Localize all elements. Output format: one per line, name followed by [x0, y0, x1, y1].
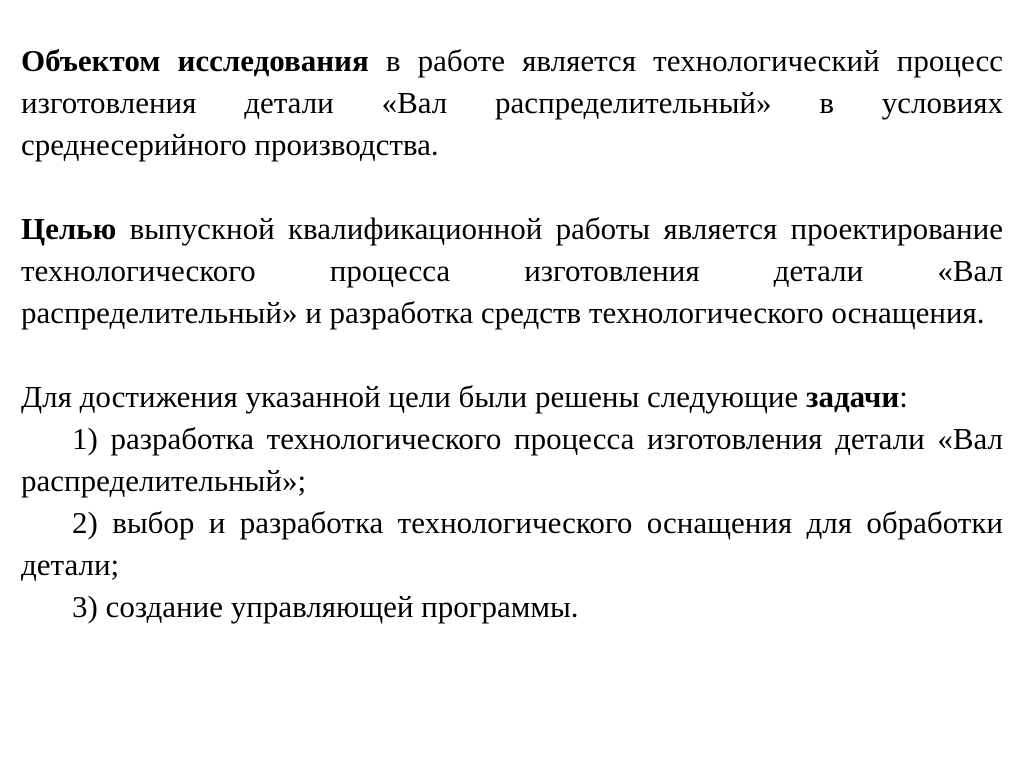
tasks-intro-trail: :	[899, 379, 908, 414]
goal-text: выпускной квалификационной работы является проектирование технологического процесса изготовления детали «Вал распределительный» и разработка средств технологического оснащения.	[21, 211, 1003, 330]
object-text: в работе является технологический процесс изготовления детали «Вал распределительный» в условиях среднесерийного производства.	[21, 43, 1003, 162]
object-paragraph	[21, 40, 1003, 166]
tasks-intro-lead: Для достижения указанной цели были решены следующие	[21, 379, 807, 414]
task-item-2: 2) выбор и разработка технологического оснащения для обработки детали;	[21, 505, 1003, 582]
paragraph-spacer	[21, 334, 1003, 376]
object-keyword: Объектом исследования	[21, 43, 369, 78]
goal-paragraph	[21, 208, 1003, 334]
tasks-keyword: задачи	[806, 379, 900, 414]
goal-keyword: Целью	[21, 211, 117, 246]
task-item-3: 3) создание управляющей программы.	[72, 589, 579, 624]
tasks-intro-paragraph	[21, 376, 1003, 418]
task-item-1: 1) разработка технологического процесса изготовления детали «Вал распределительный»;	[21, 421, 1003, 498]
slide-content	[21, 40, 1003, 628]
paragraph-spacer	[21, 166, 1003, 208]
